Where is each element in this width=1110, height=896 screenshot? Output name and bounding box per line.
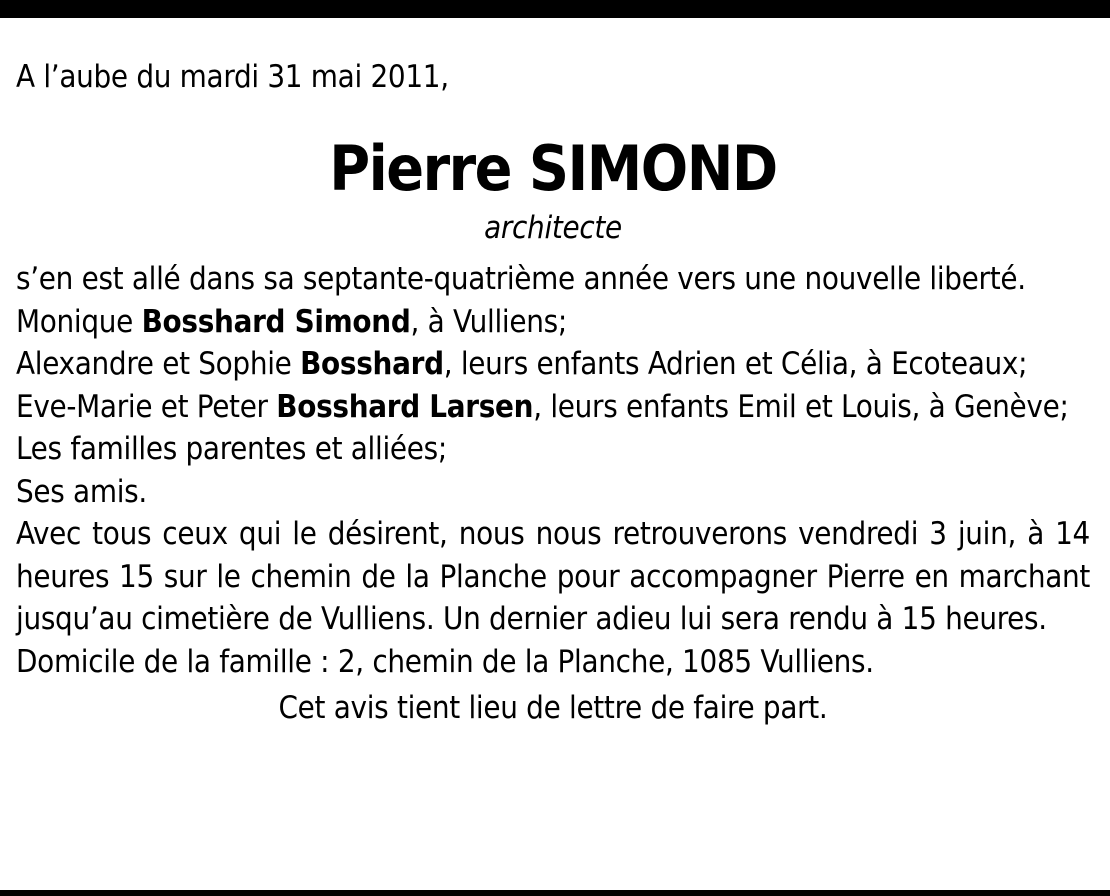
announcement-text: s’en est allé dans sa septante-quatrième année vers une nouvelle liberté.	[16, 261, 1026, 297]
mourner-suffix: , leurs enfants Emil et Louis, à Genève;	[533, 388, 1069, 425]
mourner-suffix: , à Vulliens;	[410, 303, 567, 340]
intro-line: A l’aube du mardi 31 mai 2011,	[16, 59, 449, 95]
mourner-prefix: Monique	[16, 303, 142, 340]
ceremony-text: Avec tous ceux qui le désirent, nous nous retrouverons vendredi 3 juin, à 14 heures 15 sur le chemin de la Planche pour accompagner Pierre en marchant jusqu’au cimetière de Vulliens. Un dernier adieu lui sera rendu à 15 heures.	[16, 516, 1090, 637]
domicile-line: Domicile de la famille : 2, chemin de la Planche, 1085 Vulliens.	[16, 643, 874, 680]
bottom-border-rule	[0, 890, 1110, 896]
deceased-name: Pierre SIMOND	[329, 132, 777, 205]
mourner-line	[16, 386, 1090, 429]
mourner-suffix: , leurs enfants Adrien et Célia, à Ecoteaux;	[443, 346, 1028, 382]
top-border-rule	[0, 0, 1110, 18]
mourner-prefix: Alexandre et Sophie	[16, 346, 301, 382]
obituary-notice	[16, 56, 1090, 730]
mourner-surname: Bosshard Larsen	[276, 388, 534, 425]
mourner-line	[16, 343, 1090, 386]
friends-line: Ses amis.	[16, 473, 147, 510]
closing-line: Cet avis tient lieu de lettre de faire part.	[278, 690, 828, 726]
mourner-prefix: Eve-Marie et Peter	[16, 388, 277, 425]
mourner-surname: Bosshard	[300, 346, 444, 382]
families-line: Les familles parentes et alliées;	[16, 431, 447, 467]
deceased-profession: architecte	[484, 210, 622, 246]
mourner-surname: Bosshard Simond	[141, 303, 411, 340]
mourner-line	[16, 301, 1090, 344]
